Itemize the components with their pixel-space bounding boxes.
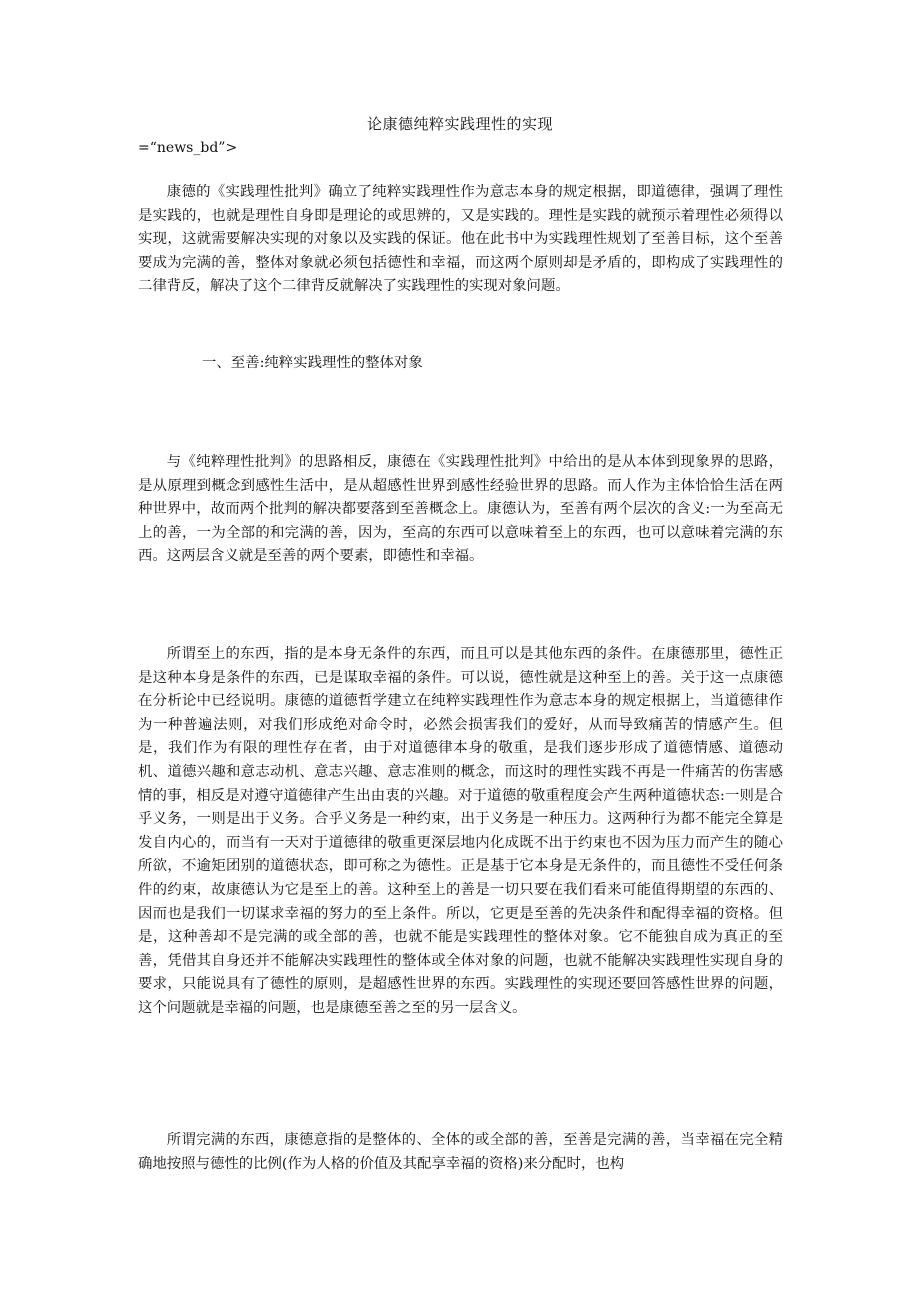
paragraph-highest-good: 与《纯粹理性批判》的思路相反，康德在《实践理性批判》中给出的是从本体到现象界的思路，是从原理到概念到感性生活中，是从超感性世界到感性经验世界的思路。而人作为主体恰恰生活在两种世界中，故而两个批判的解决都要落到至善概念上。康德认为，至善有两个层次的含义:一为至高无上的善，一为全部的和完满的善，因为，至高的东西可以意味着至上的东西，也可以意味着完满的东西。这两层含义就是至善的两个要素，即德性和幸福。 xyxy=(138,454,783,565)
code-fragment-line: =“news_bd”> xyxy=(138,140,238,156)
paragraph-complete-good: 所谓完满的东西，康德意指的是整体的、全体的或全部的善，至善是完满的善，当幸福在完全精确地按照与德性的比例(作为人格的价值及其配享幸福的资格)来分配时，也构 xyxy=(138,1132,783,1172)
paragraph-supreme-good: 所谓至上的东西，指的是本身无条件的东西，而且可以是其他东西的条件。在康德那里，德性正是这种本身是条件的东西，已是谋取幸福的条件。可以说，德性就是这种至上的善。关于这一点康德在分析论中已经说明。康德的道德哲学建立在纯粹实践理性作为意志本身的规定根据上，当道德律作为一种普遍法则，对我们形成绝对命令时，必然会损害我们的爱好，从而导致痛苦的情感产生。但是，我们作为有限的理性存在者，由于对道德律本身的敬重，是我们逐步形成了道德情感、道德动机、道德兴趣和意志动机、意志兴趣、意志准则的概念，而这时的理性实践不再是一件痛苦的伤害感情的事，相反是对遵守道德律产生出由衷的兴趣。对于道德的敬重程度会产生两种道德状态:一则是合乎义务，一则是出于义务。合乎义务是一种约束，出于义务是一种压力。这两种行为都不能完全算是发自内心的，而当有一天对于道德律的敬重更深层地内化成既不出于约束也不因为压力而产生的随心所欲，不逾矩团别的道德状态，即可称之为德性。正是基于它本身是无条件的，而且德性不受任何条件的约束，故康德认为它是至上的善。这种至上的善是一切只要在我们看来可能值得期望的东西的、因而也是我们一切谋求幸福的努力的至上条件。所以，它更是至善的先决条件和配得幸福的资格。但是，这种善却不是完满的或全部的善，也就不能是实践理性的整体对象。它不能独自成为真正的至善，凭借其自身还并不能解决实践理性的整体或全体对象的问题，也就不能解决实践理性实现自身的要求，只能说具有了德性的原则，是超感性世界的东西。实践理性的实现还要回答感性世界的问题，这个问题就是幸福的问题，也是康德至善之至的另一层含义。 xyxy=(138,646,783,1016)
paragraph-intro: 康德的《实践理性批判》确立了纯粹实践理性作为意志本身的规定根据，即道德律，强调了理性是实践的，也就是理性自身即是理论的或思辨的，又是实践的。理性是实践的就预示着理性必须得以实现，这就需要解决实现的对象以及实践的保证。他在此书中为实践理性规划了至善目标，这个至善要成为完满的善，整体对象就必须包括德性和幸福，而这两个原则却是矛盾的，即构成了实践理性的二律背反，解决了这个二律背反就解决了实践理性的实现对象问题。 xyxy=(138,184,783,295)
document-title: 论康德纯粹实践理性的实现 xyxy=(366,115,553,133)
section-heading: 一、至善:纯粹实践理性的整体对象 xyxy=(202,355,423,371)
